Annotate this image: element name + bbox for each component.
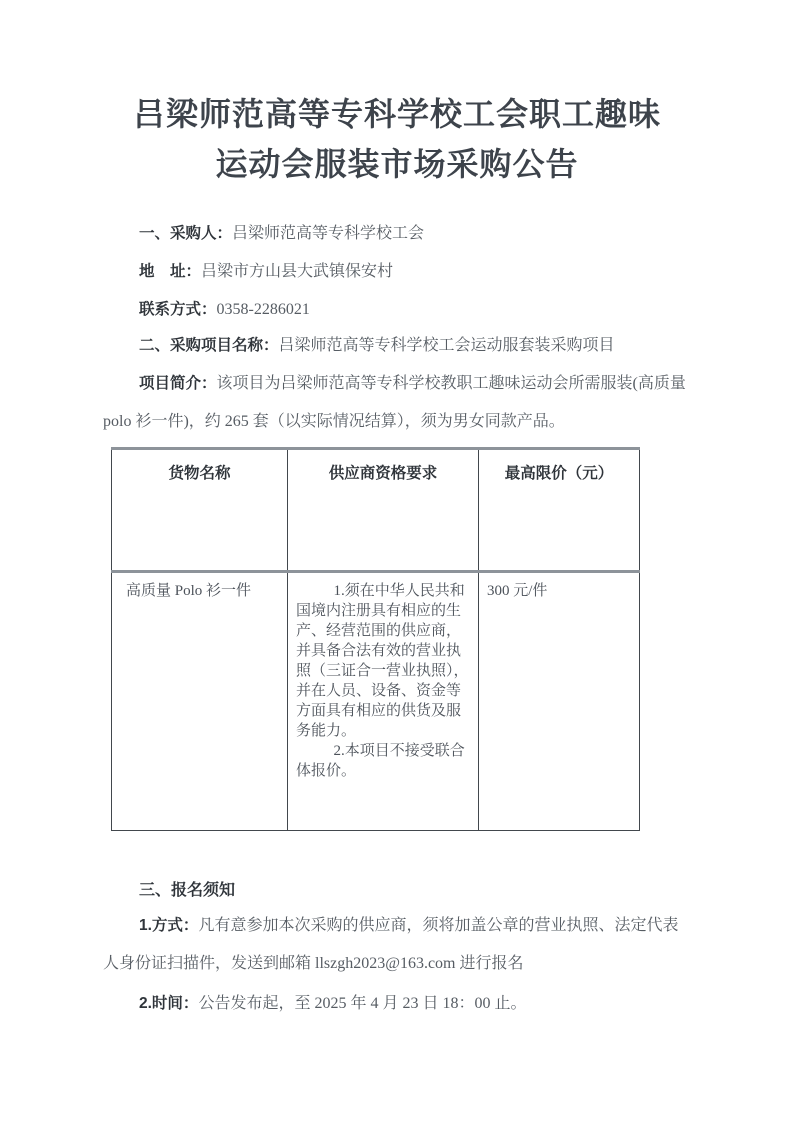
method-label: 1.方式：: [139, 917, 199, 934]
table-row: [112, 572, 640, 831]
paragraph-registration-time: [103, 985, 687, 1023]
time-label: 2.时间：: [139, 995, 199, 1012]
document-title-line1: 吕梁师范高等专科学校工会职工趣味: [132, 96, 661, 132]
table-header-row: [112, 449, 640, 572]
address-label: 地 址：: [139, 263, 202, 280]
paragraph-project-name: [103, 327, 687, 365]
paragraph-project-summary: [103, 365, 687, 441]
document-title: [0, 89, 794, 189]
table-header-max-price: 最高限价（元）: [479, 449, 640, 572]
paragraph-purchaser: [103, 215, 687, 253]
project-summary-value: 该项目为吕梁师范高等专科学校教职工趣味运动会所需服装(高质量 polo 衫一件)，约 265 套（以实际情况结算），须为男女同款产品。: [103, 375, 686, 430]
contact-value: 0358-2286021: [216, 301, 310, 318]
paragraph-contact: [103, 291, 687, 329]
paragraph-address: [103, 253, 687, 291]
project-name-value: 吕梁师范高等专科学校工会运动服套装采购项目: [278, 337, 615, 354]
project-name-label: 二、采购项目名称：: [139, 337, 279, 354]
purchaser-label: 一、采购人：: [139, 225, 233, 242]
address-value: 吕梁市方山县大武镇保安村: [201, 263, 394, 280]
notice-heading: 三、报名须知: [139, 882, 236, 899]
cell-max-price: 300 元/件: [479, 572, 640, 831]
paragraph-registration-method: [103, 907, 687, 983]
cell-goods-name: 高质量 Polo 衫一件: [112, 572, 288, 831]
table-header-supplier-qualification: 供应商资格要求: [288, 449, 479, 572]
table-header-goods-name: 货物名称: [112, 449, 288, 572]
qualification-item-2: 2.本项目不接受联合体报价。: [296, 743, 465, 779]
project-summary-label: 项目简介：: [139, 375, 217, 392]
qualification-item-1: 1.须在中华人民共和国境内注册具有相应的生产、经营范围的供应商，并具备合法有效的营业执照（三证合一营业执照），并在人员、设备、资金等方面具有相应的供货及服务能力。: [296, 583, 469, 739]
document-title-line2: 运动会服装市场采购公告: [215, 146, 579, 182]
procurement-table: [111, 447, 640, 831]
time-value: 公告发布起，至 2025 年 4 月 23 日 18：00 止。: [198, 995, 527, 1012]
cell-supplier-qualification: [288, 572, 479, 831]
method-value: 凡有意参加本次采购的供应商，须将加盖公章的营业执照、法定代表人身份证扫描件，发送到邮箱 llszgh2023@163.com 进行报名: [103, 917, 679, 972]
purchaser-value: 吕梁师范高等专科学校工会: [232, 225, 425, 242]
contact-label: 联系方式：: [139, 301, 217, 318]
